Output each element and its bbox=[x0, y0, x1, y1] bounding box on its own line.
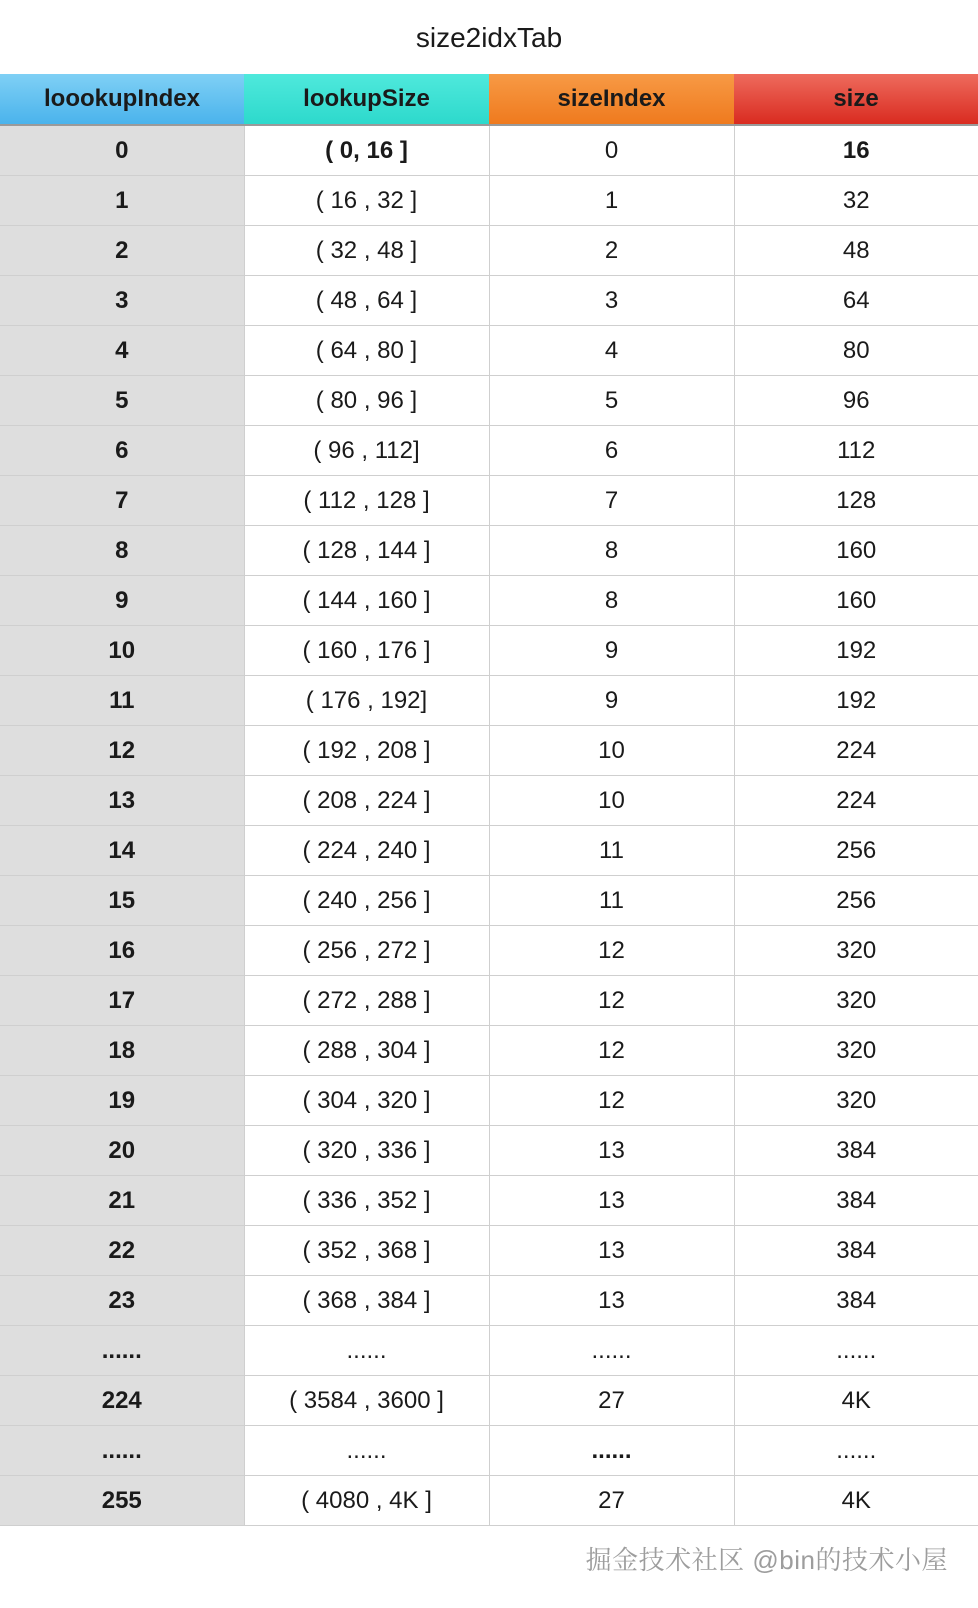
size-index-cell: 8 bbox=[489, 526, 734, 576]
size-cell: ...... bbox=[734, 1326, 978, 1376]
size-index-cell: 12 bbox=[489, 1076, 734, 1126]
size-cell: 128 bbox=[734, 476, 978, 526]
table-row bbox=[0, 326, 978, 376]
column-header-lookup-index: loookupIndex bbox=[0, 74, 244, 125]
size-cell: 160 bbox=[734, 526, 978, 576]
lookup-index-cell: 2 bbox=[0, 226, 244, 276]
lookup-index-cell: 0 bbox=[0, 125, 244, 176]
lookup-index-cell: 12 bbox=[0, 726, 244, 776]
lookup-index-cell: 7 bbox=[0, 476, 244, 526]
lookup-index-cell: 10 bbox=[0, 626, 244, 676]
size-cell: 192 bbox=[734, 676, 978, 726]
size-index-cell: 13 bbox=[489, 1276, 734, 1326]
size-cell: 224 bbox=[734, 776, 978, 826]
size-index-cell: 10 bbox=[489, 726, 734, 776]
size-index-cell: 11 bbox=[489, 876, 734, 926]
table-row bbox=[0, 876, 978, 926]
lookup-index-cell: 5 bbox=[0, 376, 244, 426]
size-index-cell: 11 bbox=[489, 826, 734, 876]
table-row bbox=[0, 526, 978, 576]
lookup-size-cell: ( 240 , 256 ] bbox=[244, 876, 489, 926]
table-row bbox=[0, 1026, 978, 1076]
lookup-index-cell: 255 bbox=[0, 1476, 244, 1526]
size-index-cell: 12 bbox=[489, 1026, 734, 1076]
size-index-cell: 1 bbox=[489, 176, 734, 226]
table-title: size2idxTab bbox=[415, 22, 563, 53]
size-index-cell: 13 bbox=[489, 1126, 734, 1176]
size-cell: 384 bbox=[734, 1276, 978, 1326]
lookup-index-cell: 11 bbox=[0, 676, 244, 726]
lookup-size-cell: ( 144 , 160 ] bbox=[244, 576, 489, 626]
lookup-size-cell: ( 128 , 144 ] bbox=[244, 526, 489, 576]
lookup-size-cell: ( 304 , 320 ] bbox=[244, 1076, 489, 1126]
table-row bbox=[0, 376, 978, 426]
lookup-size-cell: ( 160 , 176 ] bbox=[244, 626, 489, 676]
lookup-index-cell: 8 bbox=[0, 526, 244, 576]
size-index-cell: 5 bbox=[489, 376, 734, 426]
size-index-cell: 7 bbox=[489, 476, 734, 526]
lookup-size-cell: ( 352 , 368 ] bbox=[244, 1226, 489, 1276]
lookup-size-cell: ( 96 , 112] bbox=[244, 426, 489, 476]
size-index-cell: ...... bbox=[489, 1426, 734, 1476]
lookup-index-cell: 23 bbox=[0, 1276, 244, 1326]
lookup-index-cell: 3 bbox=[0, 276, 244, 326]
size-index-cell: 10 bbox=[489, 776, 734, 826]
size-cell: 4K bbox=[734, 1476, 978, 1526]
size-index-cell: 13 bbox=[489, 1176, 734, 1226]
table-row bbox=[0, 1276, 978, 1326]
lookup-index-cell: ...... bbox=[0, 1426, 244, 1476]
table-row bbox=[0, 276, 978, 326]
table-row bbox=[0, 726, 978, 776]
size-cell: 384 bbox=[734, 1176, 978, 1226]
watermark: 掘金技术社区 @bin的技术小屋 bbox=[585, 1545, 948, 1575]
lookup-size-cell: ...... bbox=[244, 1326, 489, 1376]
size-cell: 96 bbox=[734, 376, 978, 426]
size-cell: 64 bbox=[734, 276, 978, 326]
size-cell: 384 bbox=[734, 1226, 978, 1276]
lookup-index-cell: 6 bbox=[0, 426, 244, 476]
size-cell: 384 bbox=[734, 1126, 978, 1176]
table-row bbox=[0, 1176, 978, 1226]
size-cell: 256 bbox=[734, 826, 978, 876]
lookup-size-cell: ( 320 , 336 ] bbox=[244, 1126, 489, 1176]
lookup-index-cell: 1 bbox=[0, 176, 244, 226]
size2idx-table-container bbox=[0, 74, 978, 1526]
lookup-index-cell: 20 bbox=[0, 1126, 244, 1176]
size-index-cell: 6 bbox=[489, 426, 734, 476]
column-header-size-index: sizeIndex bbox=[489, 74, 734, 125]
size-cell: 320 bbox=[734, 1026, 978, 1076]
size-cell: 80 bbox=[734, 326, 978, 376]
size-cell: 256 bbox=[734, 876, 978, 926]
table-row bbox=[0, 926, 978, 976]
lookup-index-cell: 15 bbox=[0, 876, 244, 926]
lookup-size-cell: ( 368 , 384 ] bbox=[244, 1276, 489, 1326]
lookup-index-cell: 13 bbox=[0, 776, 244, 826]
lookup-size-cell: ( 336 , 352 ] bbox=[244, 1176, 489, 1226]
table-row bbox=[0, 176, 978, 226]
table-row bbox=[0, 226, 978, 276]
size-cell: 224 bbox=[734, 726, 978, 776]
size-index-cell: 12 bbox=[489, 976, 734, 1026]
lookup-index-cell: 22 bbox=[0, 1226, 244, 1276]
size-cell: 192 bbox=[734, 626, 978, 676]
size-cell: 320 bbox=[734, 926, 978, 976]
size-index-cell: ...... bbox=[489, 1326, 734, 1376]
column-header-size: size bbox=[734, 74, 978, 125]
lookup-index-cell: ...... bbox=[0, 1326, 244, 1376]
table-row bbox=[0, 976, 978, 1026]
lookup-size-cell: ...... bbox=[244, 1426, 489, 1476]
table-row bbox=[0, 1226, 978, 1276]
column-header-lookup-size: lookupSize bbox=[244, 74, 489, 125]
lookup-size-cell: ( 176 , 192] bbox=[244, 676, 489, 726]
lookup-size-cell: ( 224 , 240 ] bbox=[244, 826, 489, 876]
lookup-size-cell: ( 112 , 128 ] bbox=[244, 476, 489, 526]
table-row bbox=[0, 476, 978, 526]
size-cell: 112 bbox=[734, 426, 978, 476]
table-row bbox=[0, 626, 978, 676]
table-row bbox=[0, 676, 978, 726]
lookup-size-cell: ( 32 , 48 ] bbox=[244, 226, 489, 276]
size-cell: 320 bbox=[734, 1076, 978, 1126]
lookup-size-cell: ( 272 , 288 ] bbox=[244, 976, 489, 1026]
table-row bbox=[0, 576, 978, 626]
lookup-size-cell: ( 3584 , 3600 ] bbox=[244, 1376, 489, 1426]
lookup-size-cell: ( 288 , 304 ] bbox=[244, 1026, 489, 1076]
lookup-size-cell: ( 80 , 96 ] bbox=[244, 376, 489, 426]
lookup-size-cell: ( 192 , 208 ] bbox=[244, 726, 489, 776]
table-row bbox=[0, 125, 978, 176]
size-cell: 320 bbox=[734, 976, 978, 1026]
size-index-cell: 12 bbox=[489, 926, 734, 976]
lookup-index-cell: 16 bbox=[0, 926, 244, 976]
size-index-cell: 2 bbox=[489, 226, 734, 276]
table-row bbox=[0, 776, 978, 826]
table-row bbox=[0, 426, 978, 476]
table-row bbox=[0, 1376, 978, 1426]
lookup-size-cell: ( 0, 16 ] bbox=[244, 125, 489, 176]
table-row bbox=[0, 1476, 978, 1526]
table-row bbox=[0, 1426, 978, 1476]
size-index-cell: 9 bbox=[489, 626, 734, 676]
size-index-cell: 9 bbox=[489, 676, 734, 726]
table-row bbox=[0, 1076, 978, 1126]
size-index-cell: 27 bbox=[489, 1376, 734, 1426]
size-cell: 32 bbox=[734, 176, 978, 226]
size-index-cell: 8 bbox=[489, 576, 734, 626]
size-cell: 160 bbox=[734, 576, 978, 626]
size-index-cell: 3 bbox=[489, 276, 734, 326]
size-cell: 48 bbox=[734, 226, 978, 276]
lookup-index-cell: 18 bbox=[0, 1026, 244, 1076]
lookup-index-cell: 14 bbox=[0, 826, 244, 876]
size-index-cell: 0 bbox=[489, 125, 734, 176]
lookup-size-cell: ( 208 , 224 ] bbox=[244, 776, 489, 826]
size-index-cell: 27 bbox=[489, 1476, 734, 1526]
table-row bbox=[0, 1326, 978, 1376]
lookup-index-cell: 17 bbox=[0, 976, 244, 1026]
lookup-index-cell: 224 bbox=[0, 1376, 244, 1426]
header-row bbox=[0, 74, 978, 125]
size-cell: 16 bbox=[734, 125, 978, 176]
size-cell: ...... bbox=[734, 1426, 978, 1476]
lookup-size-cell: ( 256 , 272 ] bbox=[244, 926, 489, 976]
lookup-index-cell: 9 bbox=[0, 576, 244, 626]
lookup-index-cell: 21 bbox=[0, 1176, 244, 1226]
size-index-cell: 4 bbox=[489, 326, 734, 376]
lookup-index-cell: 4 bbox=[0, 326, 244, 376]
size-index-cell: 13 bbox=[489, 1226, 734, 1276]
lookup-size-cell: ( 4080 , 4K ] bbox=[244, 1476, 489, 1526]
table-row bbox=[0, 826, 978, 876]
lookup-index-cell: 19 bbox=[0, 1076, 244, 1126]
size2idx-table bbox=[0, 74, 978, 1526]
lookup-size-cell: ( 64 , 80 ] bbox=[244, 326, 489, 376]
lookup-size-cell: ( 48 , 64 ] bbox=[244, 276, 489, 326]
size-cell: 4K bbox=[734, 1376, 978, 1426]
table-row bbox=[0, 1126, 978, 1176]
table-body bbox=[0, 125, 978, 1526]
lookup-size-cell: ( 16 , 32 ] bbox=[244, 176, 489, 226]
